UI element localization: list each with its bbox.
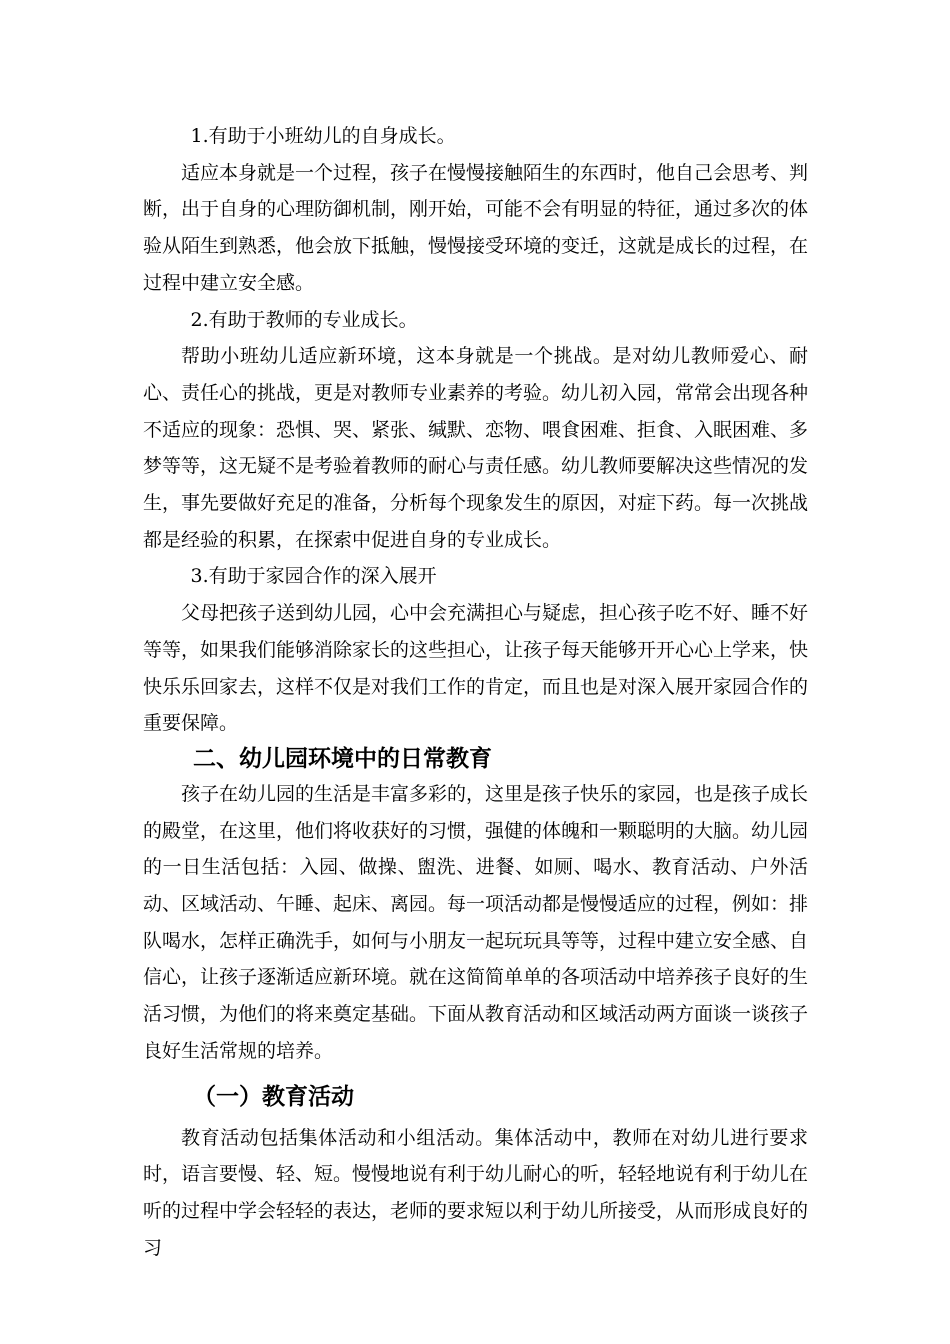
item-1-heading: 1.有助于小班幼儿的自身成长。 [190, 125, 456, 147]
item-2-heading: 2.有助于教师的专业成长。 [190, 308, 418, 331]
section-2-heading: 二、幼儿园环境中的日常教育 [193, 745, 492, 772]
item-3-paragraph: 父母把孩子送到幼儿园，心中会充满担心与疑虑，担心孩子吃不好、睡不好等等，如果我们能够消除家长的这些担心，让孩子每天能够开开心心上学来，快快乐乐回家去，这样不仅是对我们工作的肯定，而且也是对深入展开家园合作的重要保障。 [143, 602, 809, 735]
subsection-1-heading: （一）教育活动 [193, 1083, 354, 1110]
subsection-1-paragraph: 教育活动包括集体活动和小组活动。集体活动中，教师在对幼儿进行要求时，语言要慢、轻、短。慢慢地说有利于幼儿耐心的听，轻轻地说有利于幼儿在听的过程中学会轻轻的表达，老师的要求短以利于幼儿所接受，从而形成良好的习 [143, 1126, 809, 1259]
document-page [143, 118, 808, 1266]
section-2-paragraph: 孩子在幼儿园的生活是丰富多彩的，这里是孩子快乐的家园，也是孩子成长的殿堂，在这里，他们将收获好的习惯，强健的体魄和一颗聪明的大脑。幼儿园的一日生活包括：入园、做操、盥洗、进餐、如厕、喝水、教育活动、户外活动、区域活动、午睡、起床、离园。每一项活动都是慢慢适应的过程，例如：排队喝水，怎样正确洗手，如何与小朋友一起玩玩具等等，过程中建立安全感、自信心，让孩子逐渐适应新环境。就在这简简单单的各项活动中培养孩子良好的生活习惯，为他们的将来奠定基础。下面从教育活动和区域活动两方面谈一谈孩子良好生活常规的培养。 [143, 782, 809, 1062]
item-1-paragraph: 适应本身就是一个过程，孩子在慢慢接触陌生的东西时，他自己会思考、判断，出于自身的心理防御机制，刚开始，可能不会有明显的特征，通过多次的体验从陌生到熟悉，他会放下抵触，慢慢接受环境的变迁，这就是成长的过程，在过程中建立安全感。 [143, 161, 809, 294]
item-3-heading: 3.有助于家园合作的深入展开 [190, 565, 437, 588]
item-2-paragraph: 帮助小班幼儿适应新环境，这本身就是一个挑战。是对幼儿教师爱心、耐心、责任心的挑战，更是对教师专业素养的考验。幼儿初入园，常常会出现各种不适应的现象：恐惧、哭、紧张、缄默、恋物、喂食困难、拒食、入眠困难、多梦等等，这无疑不是考验着教师的耐心与责任感。幼儿教师要解决这些情况的发生，事先要做好充足的准备，分析每个现象发生的原因，对症下药。每一次挑战都是经验的积累，在探索中促进自身的专业成长。 [143, 345, 809, 551]
